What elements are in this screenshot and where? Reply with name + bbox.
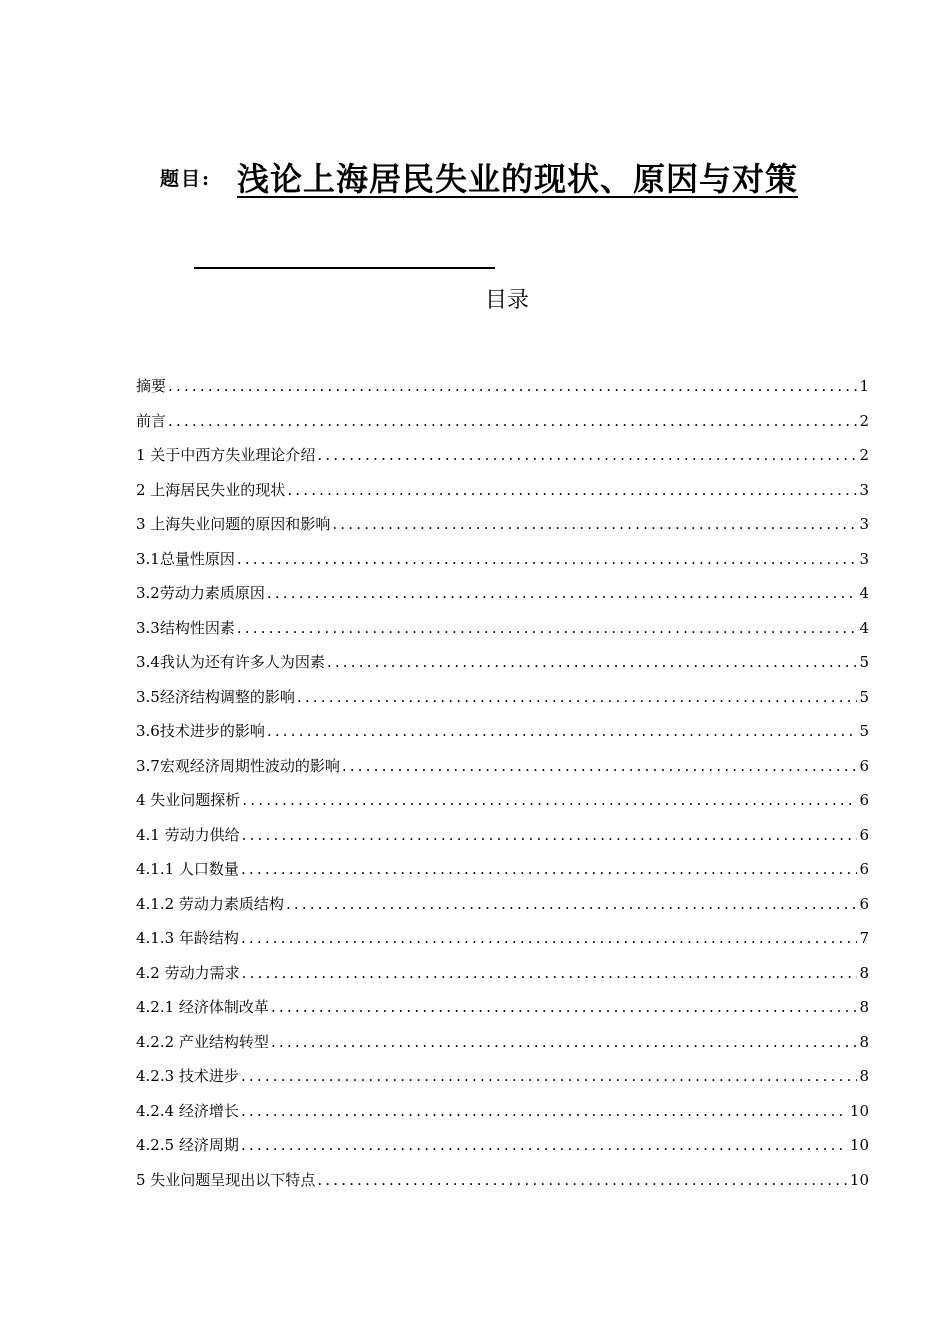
toc-entry-label: 2 上海居民失业的现状 xyxy=(136,480,286,499)
toc-entry[interactable] xyxy=(136,1163,869,1198)
toc-entry-page: 8 xyxy=(859,1032,869,1051)
toc-entry-page: 10 xyxy=(849,1170,869,1189)
toc-entry-label: 3.4我认为还有许多人为因素 xyxy=(136,653,325,671)
toc-dot-leader xyxy=(166,369,857,404)
toc-entry-page: 10 xyxy=(849,1136,869,1154)
toc-entry-label: 3.6技术进步的影响 xyxy=(136,722,265,740)
toc-heading: 目录 xyxy=(484,288,529,313)
toc-entry[interactable] xyxy=(136,369,869,404)
toc-entry[interactable] xyxy=(136,542,869,577)
toc-entry-label: 4.2.1 经济体制改革 xyxy=(136,998,269,1016)
toc-entry-label: 5 失业问题呈现出以下特点 xyxy=(136,1170,316,1189)
toc-dot-leader xyxy=(240,956,858,991)
toc-entry-page: 7 xyxy=(859,929,869,947)
toc-entry-label: 4.1 劳动力供给 xyxy=(136,825,240,844)
toc-entry-label: 前言 xyxy=(136,411,167,430)
toc-entry[interactable] xyxy=(136,852,869,887)
toc-entry-page: 6 xyxy=(859,791,869,809)
toc-dot-leader xyxy=(325,645,858,680)
toc-entry-label: 4.2.2 产业结构转型 xyxy=(136,1032,269,1051)
toc-entry-page: 3 xyxy=(859,480,869,499)
toc-dot-leader xyxy=(239,1128,848,1163)
toc-entry-page: 6 xyxy=(859,756,869,775)
toc-entry-label: 摘要 xyxy=(136,377,167,395)
toc-entry-label: 4.1.1 人口数量 xyxy=(136,860,239,878)
toc-entry-label: 3.7宏观经济周期性波动的影响 xyxy=(136,756,340,775)
toc-entry-page: 6 xyxy=(859,894,869,913)
toc-entry-page: 3 xyxy=(859,515,869,533)
toc-entry[interactable] xyxy=(136,714,869,749)
toc-entry[interactable] xyxy=(136,438,869,473)
toc-entry-label: 4.2.3 技术进步 xyxy=(136,1067,239,1085)
toc-entry-label: 3.2劳动力素质原因 xyxy=(136,584,265,602)
toc-dot-leader xyxy=(284,887,858,922)
toc-entry-page: 10 xyxy=(849,1101,869,1120)
toc-dot-leader xyxy=(240,783,857,818)
toc-entry[interactable] xyxy=(136,749,869,784)
toc-entry-page: 1 xyxy=(859,377,869,395)
toc-dot-leader xyxy=(265,714,858,749)
toc-entry-label: 1 关于中西方失业理论介绍 xyxy=(136,446,316,464)
toc-dot-leader xyxy=(269,1025,858,1060)
toc-entry-label: 4 失业问题探析 xyxy=(136,791,241,809)
toc-entry-page: 8 xyxy=(859,1067,869,1085)
toc-dot-leader xyxy=(235,611,858,646)
toc-entry-label: 3 上海失业问题的原因和影响 xyxy=(136,515,331,533)
toc-entry[interactable] xyxy=(136,680,869,715)
toc-entry-page: 4 xyxy=(859,584,869,602)
toc-entry[interactable] xyxy=(136,783,869,818)
toc-dot-leader xyxy=(239,921,858,956)
toc-entry[interactable] xyxy=(136,921,869,956)
toc-entry-page: 8 xyxy=(859,963,869,982)
document-title xyxy=(0,150,950,210)
toc-entry-label: 4.1.3 年龄结构 xyxy=(136,929,239,947)
toc-entry[interactable] xyxy=(136,404,869,439)
title-prefix: 题目: xyxy=(160,168,212,190)
toc-entry-label: 4.2.4 经济增长 xyxy=(136,1101,239,1120)
toc-entry-label: 3.1总量性原因 xyxy=(136,549,235,568)
toc-entry[interactable] xyxy=(136,576,869,611)
toc-dot-leader xyxy=(285,473,857,508)
toc-dot-leader xyxy=(295,680,858,715)
toc-dot-leader xyxy=(265,576,858,611)
toc-entry-label: 4.2 劳动力需求 xyxy=(136,963,240,982)
toc-entry[interactable] xyxy=(136,887,869,922)
toc-entry[interactable] xyxy=(136,956,869,991)
toc-entry-page: 5 xyxy=(859,653,869,671)
blank-underline xyxy=(194,267,495,269)
toc-entry[interactable] xyxy=(136,818,869,853)
toc-entry[interactable] xyxy=(136,1094,869,1129)
toc-entry-page: 4 xyxy=(859,618,869,637)
toc-entry-page: 5 xyxy=(859,722,869,740)
toc-dot-leader xyxy=(239,1059,858,1094)
toc-dot-leader xyxy=(315,438,857,473)
toc-entry[interactable] xyxy=(136,507,869,542)
toc-entry-page: 5 xyxy=(859,687,869,706)
title-text: 浅论上海居民失业的现状、原因与对策 xyxy=(237,160,799,198)
toc-entry[interactable] xyxy=(136,473,869,508)
toc-dot-leader xyxy=(240,818,858,853)
toc-entry-label: 4.2.5 经济周期 xyxy=(136,1136,239,1154)
toc-dot-leader xyxy=(340,749,858,784)
toc-entry[interactable] xyxy=(136,1128,869,1163)
toc-entry-page: 6 xyxy=(859,860,869,878)
toc-entry-label: 3.3结构性因素 xyxy=(136,618,235,637)
toc-entry-page: 6 xyxy=(859,825,869,844)
toc-entry-page: 2 xyxy=(859,411,869,430)
toc-dot-leader xyxy=(269,990,858,1025)
toc-entry-page: 3 xyxy=(859,549,869,568)
toc-entry-label: 4.1.2 劳动力素质结构 xyxy=(136,894,284,913)
toc-entry-page: 2 xyxy=(859,446,869,464)
toc-entry[interactable] xyxy=(136,1059,869,1094)
toc-entry[interactable] xyxy=(136,611,869,646)
toc-dot-leader xyxy=(239,1094,848,1129)
toc-dot-leader xyxy=(235,542,858,577)
toc-dot-leader xyxy=(239,852,858,887)
toc-entry[interactable] xyxy=(136,645,869,680)
toc-dot-leader xyxy=(166,404,857,439)
toc-entry-page: 8 xyxy=(859,998,869,1016)
toc-dot-leader xyxy=(315,1163,848,1198)
toc-entry-label: 3.5经济结构调整的影响 xyxy=(136,687,295,706)
toc-entry[interactable] xyxy=(136,990,869,1025)
toc-dot-leader xyxy=(330,507,857,542)
table-of-contents xyxy=(136,369,869,1197)
toc-entry[interactable] xyxy=(136,1025,869,1060)
